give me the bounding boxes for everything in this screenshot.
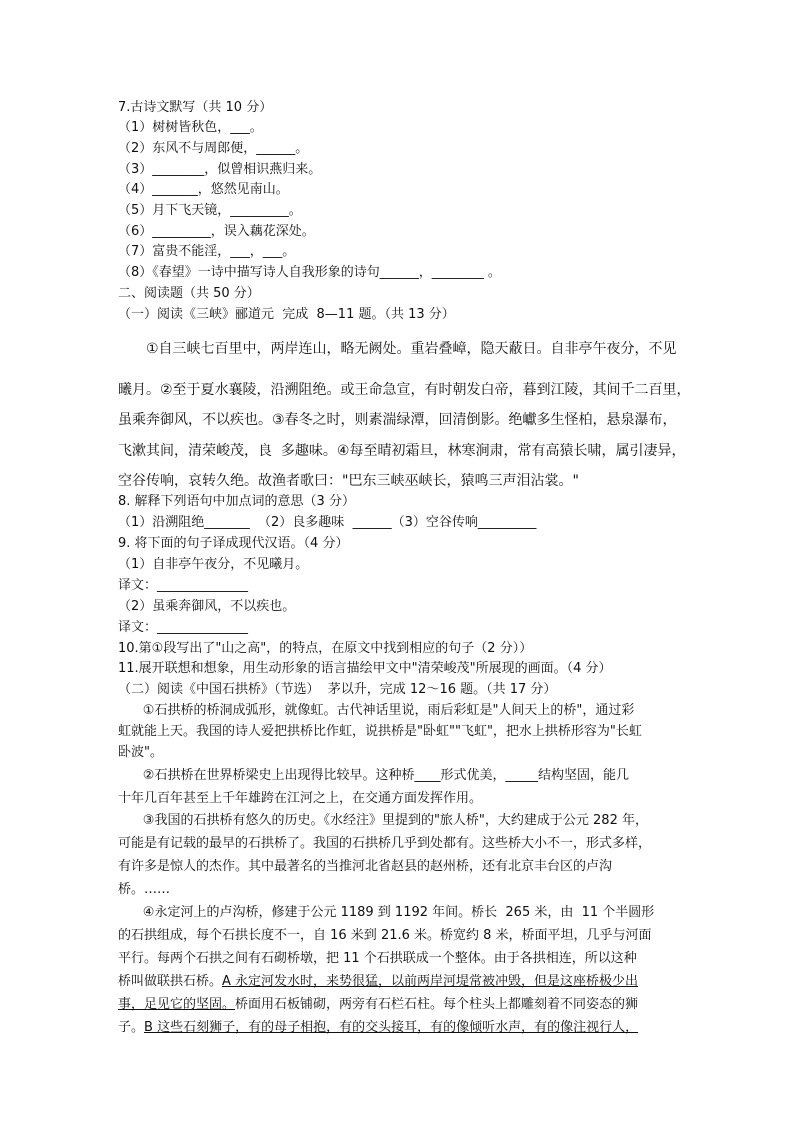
underlined-sentence-a: A 永定河发水时，来势很猛，以前两岸河堤常被冲毁，但是这座桥极少出 (222, 974, 639, 989)
underlined-sentence-b: B 这些石刻狮子，有的母子相抱，有的交头接耳，有的像倾听水声，有的像注视行人， (144, 1020, 639, 1035)
bridge-line-9: 桥。…… (118, 882, 171, 897)
q9-answer-1: 译文：______________ (118, 578, 249, 593)
underlined-sentence-a-end: 事，足见它的坚固。 (118, 997, 236, 1012)
q8-items: （1）沿溯阻绝_______ （2）良多趣味 ______（3）空谷传响_________ (118, 515, 537, 530)
bridge-line-5: 十年几百年甚至上千年雄跨在江河之上，在交通方面发挥作用。 (118, 791, 483, 806)
q8-title: 8. 解释下列语句中加点词的意思（3 分） (118, 494, 355, 509)
q7-item-6: （6）_________，误入藕花深处。 (118, 224, 315, 239)
bridge-line-15 (118, 1018, 638, 1038)
bridge-line-4: ②石拱桥在世界桥梁史上出现得比较早。这种桥____形式优美，_____结构坚固，能几 (118, 768, 629, 783)
bridge-line-14 (118, 995, 638, 1015)
q10: 10.第①段写出了"山之高"，的特点，在原文中找到相应的句子（2 分）） (118, 641, 533, 656)
bridge-line-13 (118, 972, 638, 992)
q11: 11.展开联想和想象，用生动形象的语言描绘甲文中"清荣峻茂"所展现的画面。（4 分） (118, 661, 612, 676)
passage-line-5: 空谷传响，哀转久绝。故渔者歌曰："巴东三峡巫峡长，猿鸣三声泪沾裳。" (118, 473, 579, 489)
bridge-line-14-text: 桥面用石板铺砌，两旁有石栏石柱。每个柱头上都雕刻着不同姿态的狮 (235, 997, 639, 1012)
bridge-line-6: ③我国的石拱桥有悠久的历史。《水经注》里提到的"旅人桥"，大约建成于公元 282 年， (118, 813, 648, 828)
bridge-line-3: 卧波"。 (118, 745, 163, 760)
bridge-line-2: 虹就能上天。我国的诗人爱把拱桥比作虹，说拱桥是"卧虹""飞虹"，把水上拱桥形容为"长虹 (118, 724, 642, 739)
q9-title: 9. 将下面的句子译成现代汉语。（4 分） (118, 536, 349, 551)
passage-line-4: 飞漱其间，清荣峻茂，良 多趣味。④每至晴初霜旦，林寒涧肃，常有高猿长啸，属引凄异， (118, 443, 686, 459)
q7-item-1: （1）树树皆秋色，___。 (118, 120, 263, 135)
q7-item-4: （4）_______，悠然见南山。 (118, 182, 289, 197)
bridge-line-15-text: 子。 (118, 1020, 145, 1035)
q7-item-7: （7）富贵不能淫，___，___。 (118, 244, 296, 259)
bridge-line-1: ①石拱桥的桥洞成弧形，就像虹。古代神话里说，雨后彩虹是"人间天上的桥"，通过彩 (118, 703, 635, 718)
q9-sentence-2: （2）虽乘奔御风，不以疾也。 (118, 599, 296, 614)
q7-item-5: （5）月下飞天镜，_________。 (118, 203, 302, 218)
q7-title: 7.古诗文默写（共 10 分） (118, 100, 273, 115)
bridge-line-12: 平行。每两个石拱之间有石砌桥墩，把 11 个石拱联成一个整体。由于各拱相连，所以这种 (118, 951, 637, 966)
q7-item-3: （3）________，似曾相识燕归来。 (118, 162, 322, 177)
section2-title: 二、阅读题（共 50 分） (118, 286, 260, 301)
q7-item-8: （8）《春望》一诗中描写诗人自我形象的诗句______，________ 。 (118, 265, 501, 280)
q9-answer-2: 译文：______________ (118, 620, 249, 635)
bridge-line-7: 可能是有记载的最早的石拱桥了。我国的石拱桥几乎到处都有。这些桥大小不一，形式多样， (118, 836, 652, 851)
bridge-line-8: 有许多是惊人的杰作。其中最著名的当推河北省赵县的赵州桥，还有北京丰台区的卢沟 (118, 859, 613, 874)
passage-line-3: 虽乘奔御风，不以疾也。③春冬之时，则素湍绿潭，回清倒影。绝巘多生怪柏，悬泉瀑布， (118, 412, 677, 428)
part1-intro: （一）阅读《三峡》郦道元 完成 8—11 题。（共 13 分） (118, 307, 455, 322)
passage-line-1: ①自三峡七百里中，两岸连山，略无阙处。重岩叠嶂，隐天蔽日。自非亭午夜分，不见 (146, 341, 677, 357)
bridge-line-10: ④永定河上的卢沟桥，修建于公元 1189 到 1192 年间。桥长 265 米，由 11 个半圆形 (118, 905, 655, 920)
bridge-line-13-text: 桥叫做联拱石桥。 (118, 974, 223, 989)
passage-line-2: 曦月。②至于夏水襄陵，沿溯阻绝。或王命急宣，有时朝发白帝，暮到江陵，其间千二百里， (118, 382, 691, 398)
bridge-line-11: 的石拱组成，每个石拱长度不一，自 16 米到 21.6 米。桥宽约 8 米，桥面平坦，几乎与河面 (118, 928, 652, 943)
q7-item-2: （2）东风不与周郎便，______。 (118, 141, 309, 156)
part2-intro: （二）阅读《中国石拱桥》（节选） 茅以升，完成 12～16 题。（共 17 分） (118, 682, 557, 697)
q9-sentence-1: （1）自非亭午夜分，不见曦月。 (118, 557, 309, 572)
